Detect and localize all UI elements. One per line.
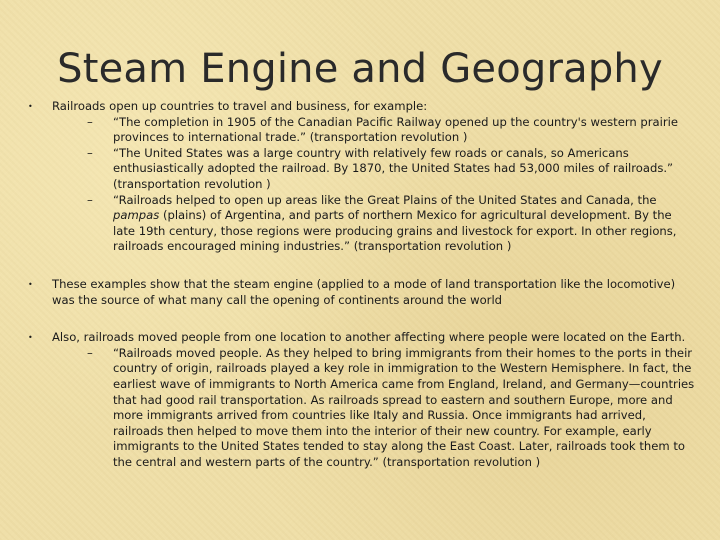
sub-bullet-text: “Railroads moved people. As they helped to bring immigrants from their homes to the ports in their country of origin, railroads played a key role in immigration to the Western Hemisphere. In fact, the earliest wave of immigrants to North America came from England, Ireland, and Germany—countries that had good rail transportation. As railroads spread to eastern and southern Europe, more and more immigrants arrived from countries like Italy and Russia. Once immigrants had arrived, railroads then helped to move them into the interior of their new country. For example, early immigrants to the United States tended to stay along the East Coast. Later, railroads took them to the central and western parts of the country.” (transportation revolution )	[113, 345, 695, 469]
sub-bullet-item	[52, 146, 696, 193]
bullet-marker: •	[28, 333, 33, 343]
slide-title: Steam Engine and Geography	[57, 46, 663, 92]
bullet-text: These examples show that the steam engine (applied to a mode of land transportation like the locomotive) was the source of what many call the opening of continents around the world	[52, 276, 676, 307]
sub-bullet-text: “The completion in 1905 of the Canadian Pacific Railway opened up the country's western prairie provinces to international trade.” (transportation revolution )	[113, 114, 678, 145]
sub-bullet-marker: –	[87, 145, 93, 160]
sub-bullet-text-part: “Railroads helped to open up areas like the Great Plains of the United States and Canada, the	[113, 192, 657, 207]
sub-bullet-text	[113, 193, 677, 254]
sub-bullet-text-part: (plains) of Argentina, and parts of northern Mexico for agricultural development. By the late 19th century, those regions were producing grains and livestock for export. In other regions, railroads encouraged mining industries.” (transportation revolution )	[113, 208, 677, 254]
sub-bullet-item	[52, 193, 696, 255]
sub-bullet-marker: –	[87, 345, 93, 360]
bullet-marker: •	[28, 102, 33, 111]
italic-term: pampas	[113, 208, 160, 223]
bullet-text: Railroads open up countries to travel and business, for example:	[52, 99, 428, 113]
sub-bullet-item	[52, 115, 696, 146]
bullet-text: Also, railroads moved people from one location to another affecting where people were located on the Earth.	[52, 330, 686, 345]
bullet-item	[24, 330, 696, 470]
sub-bullet-marker: –	[87, 114, 93, 129]
sub-bullet-item	[52, 346, 696, 471]
bullet-item	[24, 277, 696, 308]
sub-bullet-text: “The United States was a large country with relatively few roads or canals, so Americans enthusiastically adopted the railroad. By 1870, the United States had 53,000 miles of railroads.” (transportation revolution )	[113, 145, 674, 191]
slide-body	[24, 99, 696, 470]
bullet-marker: •	[28, 279, 33, 289]
bullet-item	[24, 99, 696, 255]
sub-bullet-marker: –	[87, 192, 93, 207]
